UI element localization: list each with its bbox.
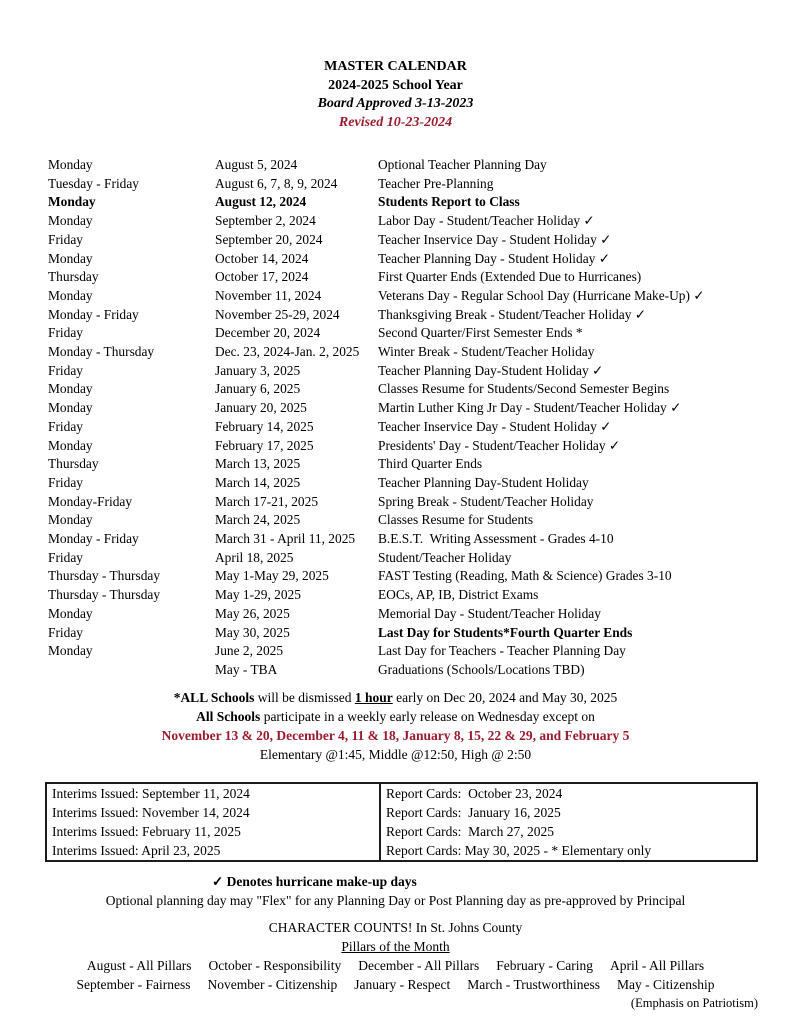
note-weekly-early-release bbox=[0, 707, 791, 726]
calendar-day-cell: Friday bbox=[48, 549, 83, 565]
interims-issued-cell: Interims Issued: April 23, 2025 bbox=[47, 841, 381, 860]
calendar-date-cell: May 26, 2025 bbox=[215, 605, 290, 621]
text-run: Elementary @1:45, Middle @12:50, High @ 2:50 bbox=[259, 747, 532, 763]
calendar-date-cell: December 20, 2024 bbox=[215, 325, 321, 341]
calendar-day-cell: Monday - Friday bbox=[48, 306, 139, 322]
calendar-date-cell: May 30, 2025 bbox=[215, 624, 290, 640]
calendar-row bbox=[48, 287, 791, 306]
calendar-date-cell: May - TBA bbox=[215, 661, 278, 677]
calendar-event-cell: Memorial Day - Student/Teacher Holiday bbox=[378, 605, 601, 621]
pillars-row-1 bbox=[0, 956, 791, 975]
calendar-event-cell: Second Quarter/First Semester Ends * bbox=[378, 325, 583, 341]
board-approved-line: Board Approved 3-13-2023 bbox=[317, 96, 474, 111]
table-row bbox=[47, 803, 756, 822]
calendar-row bbox=[48, 231, 791, 250]
calendar-date-cell: September 20, 2024 bbox=[215, 231, 323, 247]
hurricane-makeup-note: ✓ Denotes hurricane make-up days bbox=[212, 873, 417, 889]
calendar-date-cell: March 24, 2025 bbox=[215, 512, 301, 528]
calendar-row bbox=[48, 624, 791, 643]
calendar-listing bbox=[48, 156, 791, 680]
calendar-row bbox=[48, 530, 791, 549]
calendar-day-cell: Monday bbox=[48, 213, 93, 229]
document-header bbox=[0, 0, 791, 132]
character-counts-line: CHARACTER COUNTS! In St. Johns County bbox=[268, 919, 523, 935]
calendar-event-cell: Martin Luther King Jr Day - Student/Teacher Holiday ✓ bbox=[378, 400, 682, 416]
calendar-day-cell: Friday bbox=[48, 418, 83, 434]
table-row bbox=[47, 841, 756, 860]
calendar-date-cell: February 17, 2025 bbox=[215, 437, 314, 453]
calendar-event-cell: Teacher Inservice Day - Student Holiday ✓ bbox=[378, 231, 612, 247]
calendar-row bbox=[48, 306, 791, 325]
calendar-day-cell: Monday bbox=[48, 194, 96, 210]
calendar-date-cell: January 6, 2025 bbox=[215, 381, 301, 397]
calendar-event-cell: Teacher Planning Day-Student Holiday ✓ bbox=[378, 362, 604, 378]
calendar-row bbox=[48, 511, 791, 530]
calendar-event-cell: Teacher Planning Day - Student Holiday ✓ bbox=[378, 250, 610, 266]
calendar-row bbox=[48, 661, 791, 680]
text-run: early on Dec 20, 2024 and May 30, 2025 bbox=[392, 689, 618, 705]
interims-issued-cell: Interims Issued: September 11, 2024 bbox=[47, 784, 381, 803]
calendar-day-cell: Monday - Friday bbox=[48, 531, 139, 547]
calendar-day-cell: Monday bbox=[48, 512, 93, 528]
calendar-event-cell: Teacher Inservice Day - Student Holiday ✓ bbox=[378, 418, 612, 434]
calendar-row bbox=[48, 362, 791, 381]
calendar-date-cell: May 1-29, 2025 bbox=[215, 587, 301, 603]
calendar-event-cell: Last Day for Students*Fourth Quarter Ends bbox=[378, 624, 633, 640]
page-title: MASTER CALENDAR bbox=[324, 59, 467, 74]
calendar-day-cell: Monday bbox=[48, 287, 93, 303]
pillar-item: December - All Pillars bbox=[358, 957, 480, 973]
calendar-date-cell: January 3, 2025 bbox=[215, 362, 301, 378]
report-cards-cell: Report Cards: March 27, 2025 bbox=[386, 823, 554, 839]
calendar-day-cell: Monday bbox=[48, 381, 93, 397]
calendar-row bbox=[48, 474, 791, 493]
calendar-event-cell: Third Quarter Ends bbox=[378, 456, 483, 472]
calendar-date-cell: March 13, 2025 bbox=[215, 456, 301, 472]
calendar-row bbox=[48, 586, 791, 605]
calendar-date-cell: October 14, 2024 bbox=[215, 250, 309, 266]
text-run: *ALL Schools bbox=[173, 689, 255, 705]
calendar-row bbox=[48, 642, 791, 661]
calendar-date-cell: October 17, 2024 bbox=[215, 269, 309, 285]
calendar-event-cell: Students Report to Class bbox=[378, 194, 520, 210]
calendar-row bbox=[48, 212, 791, 231]
calendar-row bbox=[48, 549, 791, 568]
report-cards-cell: Report Cards: October 23, 2024 bbox=[386, 785, 563, 801]
table-row bbox=[47, 784, 756, 803]
pillar-item: May - Citizenship bbox=[616, 976, 715, 992]
calendar-event-cell: Graduations (Schools/Locations TBD) bbox=[378, 661, 585, 677]
calendar-date-cell: March 14, 2025 bbox=[215, 474, 301, 490]
pillar-item: February - Caring bbox=[496, 957, 594, 973]
calendar-date-cell: November 25-29, 2024 bbox=[215, 306, 340, 322]
dismissal-notes bbox=[0, 688, 791, 765]
calendar-row bbox=[48, 418, 791, 437]
calendar-row bbox=[48, 324, 791, 343]
calendar-event-cell: B.E.S.T. Writing Assessment - Grades 4-10 bbox=[378, 531, 614, 547]
calendar-event-cell: Winter Break - Student/Teacher Holiday bbox=[378, 344, 595, 360]
pillars-of-the-month-title: Pillars of the Month bbox=[341, 938, 450, 954]
calendar-date-cell: November 11, 2024 bbox=[215, 287, 322, 303]
calendar-row bbox=[48, 567, 791, 586]
calendar-day-cell: Friday bbox=[48, 362, 83, 378]
report-cards-cell: Report Cards: January 16, 2025 bbox=[386, 804, 561, 820]
interims-report-cards-table bbox=[45, 782, 758, 862]
text-run: All Schools bbox=[196, 708, 261, 724]
calendar-day-cell: Friday bbox=[48, 624, 83, 640]
pillar-item: April - All Pillars bbox=[610, 957, 705, 973]
calendar-event-cell: Classes Resume for Students/Second Semester Begins bbox=[378, 381, 670, 397]
calendar-day-cell: Friday bbox=[48, 325, 83, 341]
calendar-event-cell: FAST Testing (Reading, Math & Science) Grades 3-10 bbox=[378, 568, 672, 584]
calendar-event-cell: EOCs, AP, IB, District Exams bbox=[378, 587, 539, 603]
calendar-date-cell: February 14, 2025 bbox=[215, 418, 314, 434]
optional-planning-note: Optional planning day may "Flex" for any Planning Day or Post Planning day as pre-approved by Principal bbox=[105, 892, 686, 908]
calendar-row bbox=[48, 437, 791, 456]
text-run: November 13 & 20, December 4, 11 & 18, January 8, 15, 22 & 29, and February 5 bbox=[161, 728, 630, 744]
calendar-row bbox=[48, 343, 791, 362]
calendar-event-cell: Classes Resume for Students bbox=[378, 512, 534, 528]
calendar-row bbox=[48, 380, 791, 399]
calendar-event-cell: Spring Break - Student/Teacher Holiday bbox=[378, 493, 594, 509]
school-year-subtitle: 2024-2025 School Year bbox=[328, 77, 463, 93]
calendar-day-cell: Monday bbox=[48, 157, 93, 172]
calendar-date-cell: May 1-May 29, 2025 bbox=[215, 568, 329, 584]
note-exception-dates bbox=[0, 726, 791, 745]
calendar-event-cell: Presidents' Day - Student/Teacher Holiday ✓ bbox=[378, 437, 621, 453]
calendar-day-cell: Monday bbox=[48, 437, 93, 453]
revised-date-line: Revised 10-23-2024 bbox=[338, 114, 453, 130]
calendar-event-cell: Veterans Day - Regular School Day (Hurricane Make-Up) ✓ bbox=[378, 287, 705, 303]
calendar-date-cell: August 12, 2024 bbox=[215, 194, 307, 210]
pillar-item: January - Respect bbox=[354, 976, 451, 992]
text-run: will be dismissed bbox=[254, 689, 355, 705]
table-row bbox=[47, 822, 756, 841]
calendar-event-cell: Optional Teacher Planning Day bbox=[378, 157, 547, 172]
calendar-event-cell: Student/Teacher Holiday bbox=[378, 549, 512, 565]
calendar-date-cell: March 31 - April 11, 2025 bbox=[215, 531, 356, 547]
note-early-dismissal bbox=[0, 688, 791, 707]
text-run: 1 hour bbox=[354, 689, 393, 705]
interims-issued-cell: Interims Issued: November 14, 2024 bbox=[47, 803, 381, 822]
pillar-item: October - Responsibility bbox=[208, 957, 342, 973]
calendar-day-cell: Tuesday - Friday bbox=[48, 175, 140, 191]
calendar-date-cell: April 18, 2025 bbox=[215, 549, 294, 565]
report-cards-cell: Report Cards: May 30, 2025 - * Elementary only bbox=[386, 842, 652, 858]
calendar-date-cell: August 5, 2024 bbox=[215, 157, 298, 172]
pillar-item: March - Trustworthiness bbox=[467, 976, 600, 992]
calendar-date-cell: January 20, 2025 bbox=[215, 400, 307, 416]
pillar-item: September - Fairness bbox=[76, 976, 191, 992]
calendar-event-cell: Last Day for Teachers - Teacher Planning Day bbox=[378, 643, 626, 659]
calendar-row bbox=[48, 175, 791, 194]
calendar-date-cell: June 2, 2025 bbox=[215, 643, 284, 659]
note-release-times bbox=[0, 745, 791, 764]
calendar-day-cell bbox=[48, 661, 215, 680]
calendar-day-cell: Friday bbox=[48, 231, 83, 247]
calendar-row bbox=[48, 193, 791, 212]
calendar-day-cell: Monday bbox=[48, 400, 93, 416]
calendar-date-cell: Dec. 23, 2024-Jan. 2, 2025 bbox=[215, 344, 360, 360]
calendar-row bbox=[48, 455, 791, 474]
calendar-row bbox=[48, 268, 791, 287]
calendar-day-cell: Monday bbox=[48, 250, 93, 266]
calendar-event-cell: Thanksgiving Break - Student/Teacher Holiday ✓ bbox=[378, 306, 646, 322]
document-footer bbox=[0, 872, 791, 1013]
calendar-day-cell: Friday bbox=[48, 474, 83, 490]
calendar-day-cell: Monday - Thursday bbox=[48, 344, 155, 360]
calendar-day-cell: Thursday - Thursday bbox=[48, 587, 161, 603]
calendar-day-cell: Thursday - Thursday bbox=[48, 568, 161, 584]
patriotism-emphasis-note: (Emphasis on Patriotism) bbox=[630, 995, 758, 1010]
calendar-row bbox=[48, 399, 791, 418]
calendar-day-cell: Thursday bbox=[48, 269, 99, 285]
calendar-date-cell: September 2, 2024 bbox=[215, 213, 316, 229]
calendar-row bbox=[48, 493, 791, 512]
calendar-day-cell: Thursday bbox=[48, 456, 99, 472]
calendar-date-cell: August 6, 7, 8, 9, 2024 bbox=[215, 175, 338, 191]
pillar-item: August - All Pillars bbox=[86, 957, 192, 973]
calendar-day-cell: Monday bbox=[48, 605, 93, 621]
calendar-event-cell: Teacher Pre-Planning bbox=[378, 175, 494, 191]
calendar-row bbox=[48, 250, 791, 269]
calendar-day-cell: Monday bbox=[48, 643, 93, 659]
text-run: participate in a weekly early release on Wednesday except on bbox=[260, 708, 595, 724]
calendar-row bbox=[48, 605, 791, 624]
pillar-item: November - Citizenship bbox=[207, 976, 338, 992]
calendar-date-cell: March 17-21, 2025 bbox=[215, 493, 319, 509]
calendar-event-cell: Labor Day - Student/Teacher Holiday ✓ bbox=[378, 213, 595, 229]
interims-issued-cell: Interims Issued: February 11, 2025 bbox=[47, 822, 381, 841]
calendar-day-cell: Monday-Friday bbox=[48, 493, 133, 509]
calendar-row bbox=[48, 156, 791, 175]
calendar-event-cell: First Quarter Ends (Extended Due to Hurricanes) bbox=[378, 269, 642, 285]
pillars-row-2 bbox=[0, 975, 791, 994]
calendar-event-cell: Teacher Planning Day-Student Holiday bbox=[378, 474, 589, 490]
